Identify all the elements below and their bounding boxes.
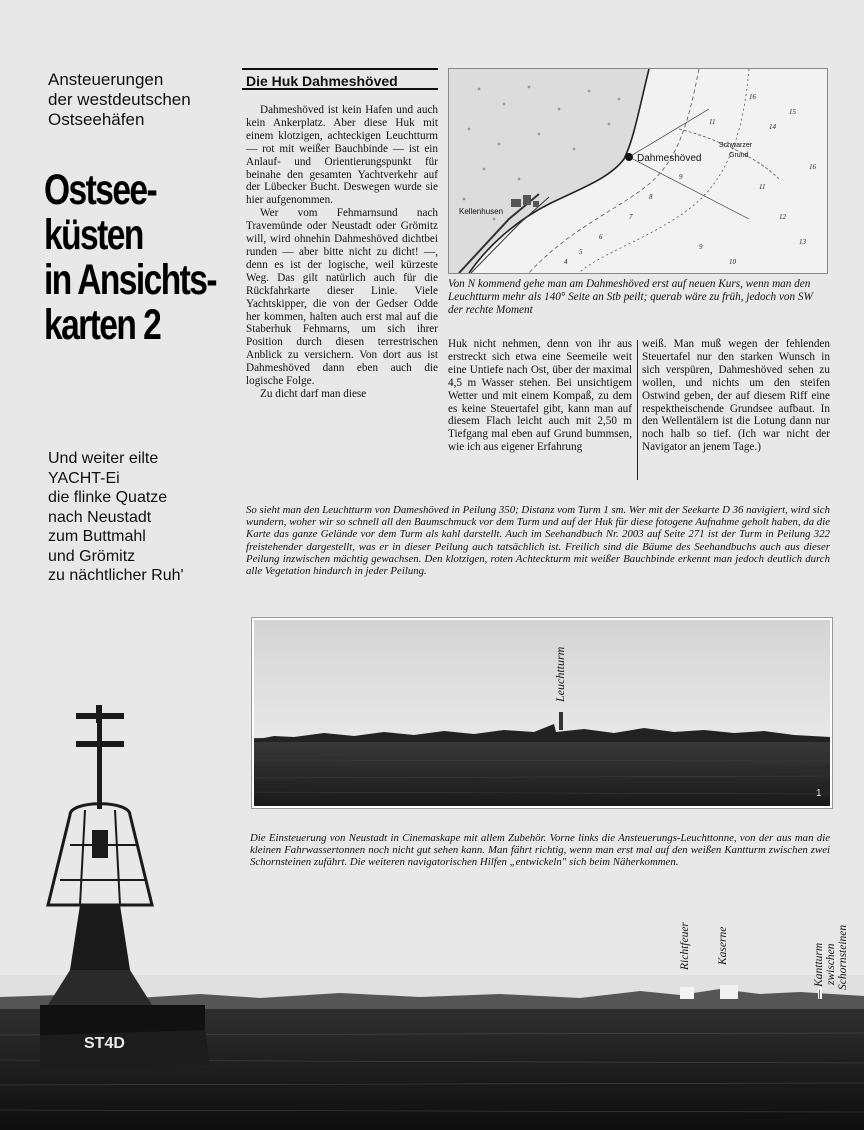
label-kantturm: — Kantturm xyxy=(813,942,825,1000)
chart-caption: Von N kommend gehe man am Dahmeshöved erst auf neuen Kurs, wenn man den Leuchtturm mehr als 140° Seite an Stb peilt; querab wäre zu früh, jedoch von SW der rechte Moment xyxy=(448,278,813,316)
tagline xyxy=(48,449,243,586)
map-label-shoal: Schwarzer xyxy=(719,142,753,149)
article-column-3 xyxy=(642,338,830,454)
depth-label: 16 xyxy=(749,93,756,101)
title-line: karten 2 xyxy=(44,301,161,349)
depth-label: 16 xyxy=(809,163,816,171)
photo-caption: So sieht man den Leuchtturm von Dameshöved in Peilung 350; Distanz vom Turm 1 sm. Wer mit der Seekarte D 36 navigiert, wird sich wundern, woher wir so schnell all den Baumschmuck vor dem Turm und auf der Huk für diese fotogene Aufnahme geholt haben, da die Karte das ganze Gelände vor dem Turm als kahl darstellt. Auch im Seehandbuch Nr. 2003 auf Seite 271 ist der Turm in Peilung 322 freistehender dargestellt, was er in dieser Peilung auch tatsächlich ist. Freilich sind die Bäume des Seehandbuchs auch aus dieser Peilung inzwischen mächtig gewachsen. Den klotzigen, roten Achteckturm mit weißer Bauchbinde erkennt man jedoch deutlich durch alle Vegetation hindurch in jeder Peilung. xyxy=(246,504,830,578)
tagline-line: nach Neustadt xyxy=(48,508,152,526)
column-divider xyxy=(637,340,638,480)
article-column-1 xyxy=(246,104,438,401)
depth-label: 13 xyxy=(799,238,806,246)
paragraph: weiß. Man muß wegen der fehlenden Steuertafel nur den starken Wunsch in sich verspüren, Dahmeshöved sehen zu wollen, und nichts um den steifen Ostwind geben, der auf diesem Riff eine respektheischende Grundsee aufbaut. In den Wellentälern ist die Lotung dann nur noch halb so tief. (Ich war nicht der Navigator an jenem Tage.) xyxy=(642,338,830,454)
paragraph: Huk nicht nehmen, denn von ihr aus erstreckt sich etwa eine Seemeile weit eine Untiefe nach Ost, über der maximal 4,5 m Wasser stehen. Bei unsichtigem Wetter und mit einem Kompaß, zu dem es keine Steuertafel gibt, kann man auf diesem Flach leicht auch mit 2,50 m Tiefgang mal eben auf Grund bummsen, wie ich aus eigener Erfahrung xyxy=(448,338,632,454)
kicker-line: Ostseehäfen xyxy=(48,110,145,129)
depth-label: 4 xyxy=(564,258,568,266)
depth-label: 10 xyxy=(729,258,736,266)
navigation-buoy xyxy=(40,705,230,1105)
title-line: in Ansichts- xyxy=(44,256,216,304)
depth-label: 12 xyxy=(779,213,786,221)
tagline-line: die flinke Quatze xyxy=(48,489,168,506)
buoy-text: ST4D xyxy=(84,1035,125,1052)
depth-label: 5 xyxy=(579,248,583,256)
depth-label: 9 xyxy=(679,173,683,181)
title-line: küsten xyxy=(44,211,143,259)
depth-label: 14 xyxy=(769,123,776,131)
label-kantturm: Schornsteinen xyxy=(837,924,849,990)
tagline-line: zum Buttmahl xyxy=(48,528,146,545)
tagline-line: zu nächtlicher Ruh' xyxy=(48,567,184,584)
page-title xyxy=(44,166,216,349)
depth-label: 11 xyxy=(709,118,716,126)
kicker-line: Ansteuerungen xyxy=(48,70,164,89)
depth-label: 9 xyxy=(699,243,703,251)
paragraph: Zu dicht darf man diese xyxy=(260,387,367,400)
title-line: Ostsee- xyxy=(44,166,157,214)
depth-label: 8 xyxy=(649,193,653,201)
tagline-line: und Grömitz xyxy=(48,547,136,565)
nautical-chart xyxy=(448,68,828,274)
map-label-town: Dahmeshöved xyxy=(637,153,702,164)
tagline-line: YACHT-Ei xyxy=(48,469,120,487)
depth-label: 11 xyxy=(759,183,766,191)
tagline-line: Und weiter eilte xyxy=(48,450,159,467)
label-kantturm: zwischen xyxy=(825,943,837,985)
photo-number: 1 xyxy=(816,788,822,799)
lighthouse-label-text: Leuchtturm xyxy=(553,646,567,702)
paragraph: Wer vom Fehmarnsund nach Travemünde oder Neustadt oder Grömitz will, wird ohnehin Dahmeshöved dichtbei runden — aber bitte nicht zu dicht! —, denn es ist der logische, weil kürzeste Weg. Das gilt natürlich auch für die Rückfahrkarte dieser Linie. Viele Yachtskipper, die von der Gedser Odde her kommen, halten auch erst mal auf die Staberhuk Fehmarns, um sich ihrer Position durch diesen terrestrischen Anblick zu versichern. Von dort aus ist Dahmeshöved dann eben auch die logische Folge. xyxy=(246,207,438,388)
kicker-line: der westdeutschen xyxy=(48,90,191,109)
article-column-2 xyxy=(448,338,632,454)
lighthouse-label xyxy=(553,632,565,702)
lighthouse-photo xyxy=(252,618,832,808)
depth-label: 15 xyxy=(789,108,796,116)
label-kaserne: Kaserne xyxy=(717,926,729,965)
map-label-town: Kellenhusen xyxy=(459,207,504,216)
depth-label: 7 xyxy=(629,213,633,221)
depth-label: 6 xyxy=(599,233,603,241)
photo-graphic xyxy=(254,620,830,806)
chart-graphic xyxy=(449,69,827,273)
section-heading: Die Huk Dahmeshöved xyxy=(242,68,438,90)
map-label-shoal: Grund xyxy=(729,152,749,159)
kicker xyxy=(48,70,238,130)
paragraph: Dahmeshöved ist kein Hafen und auch kein Ankerplatz. Aber diese Huk mit einem klotzigen, achteckigen Leuchtturm — rot mit weißer Bauchbinde — ist ein Anlauf- und Orientierungspunkt für beinahe den gesamten Yachtverkehr auf der Lübecker Bucht. Deswegen wurde sie hier aufgenommen. xyxy=(246,104,438,207)
label-richtfeuer: Richtfeuer xyxy=(679,922,691,970)
photo-caption: Die Einsteuerung von Neustadt in Cinemaskape mit allem Zubehör. Vorne links die Ansteuerungs-Leuchttonne, von der aus man die kleinen Fahrwassertonnen noch nicht gut sehen kann. Man fährt richtig, wenn man erst mal auf den weißen Kantturm zwischen zwei Schornsteinen zufährt. Die weiteren navigatorischen Hilfen „entwickeln" sich beim Näherkommen. xyxy=(250,832,830,869)
buoy-graphic xyxy=(40,705,230,1105)
